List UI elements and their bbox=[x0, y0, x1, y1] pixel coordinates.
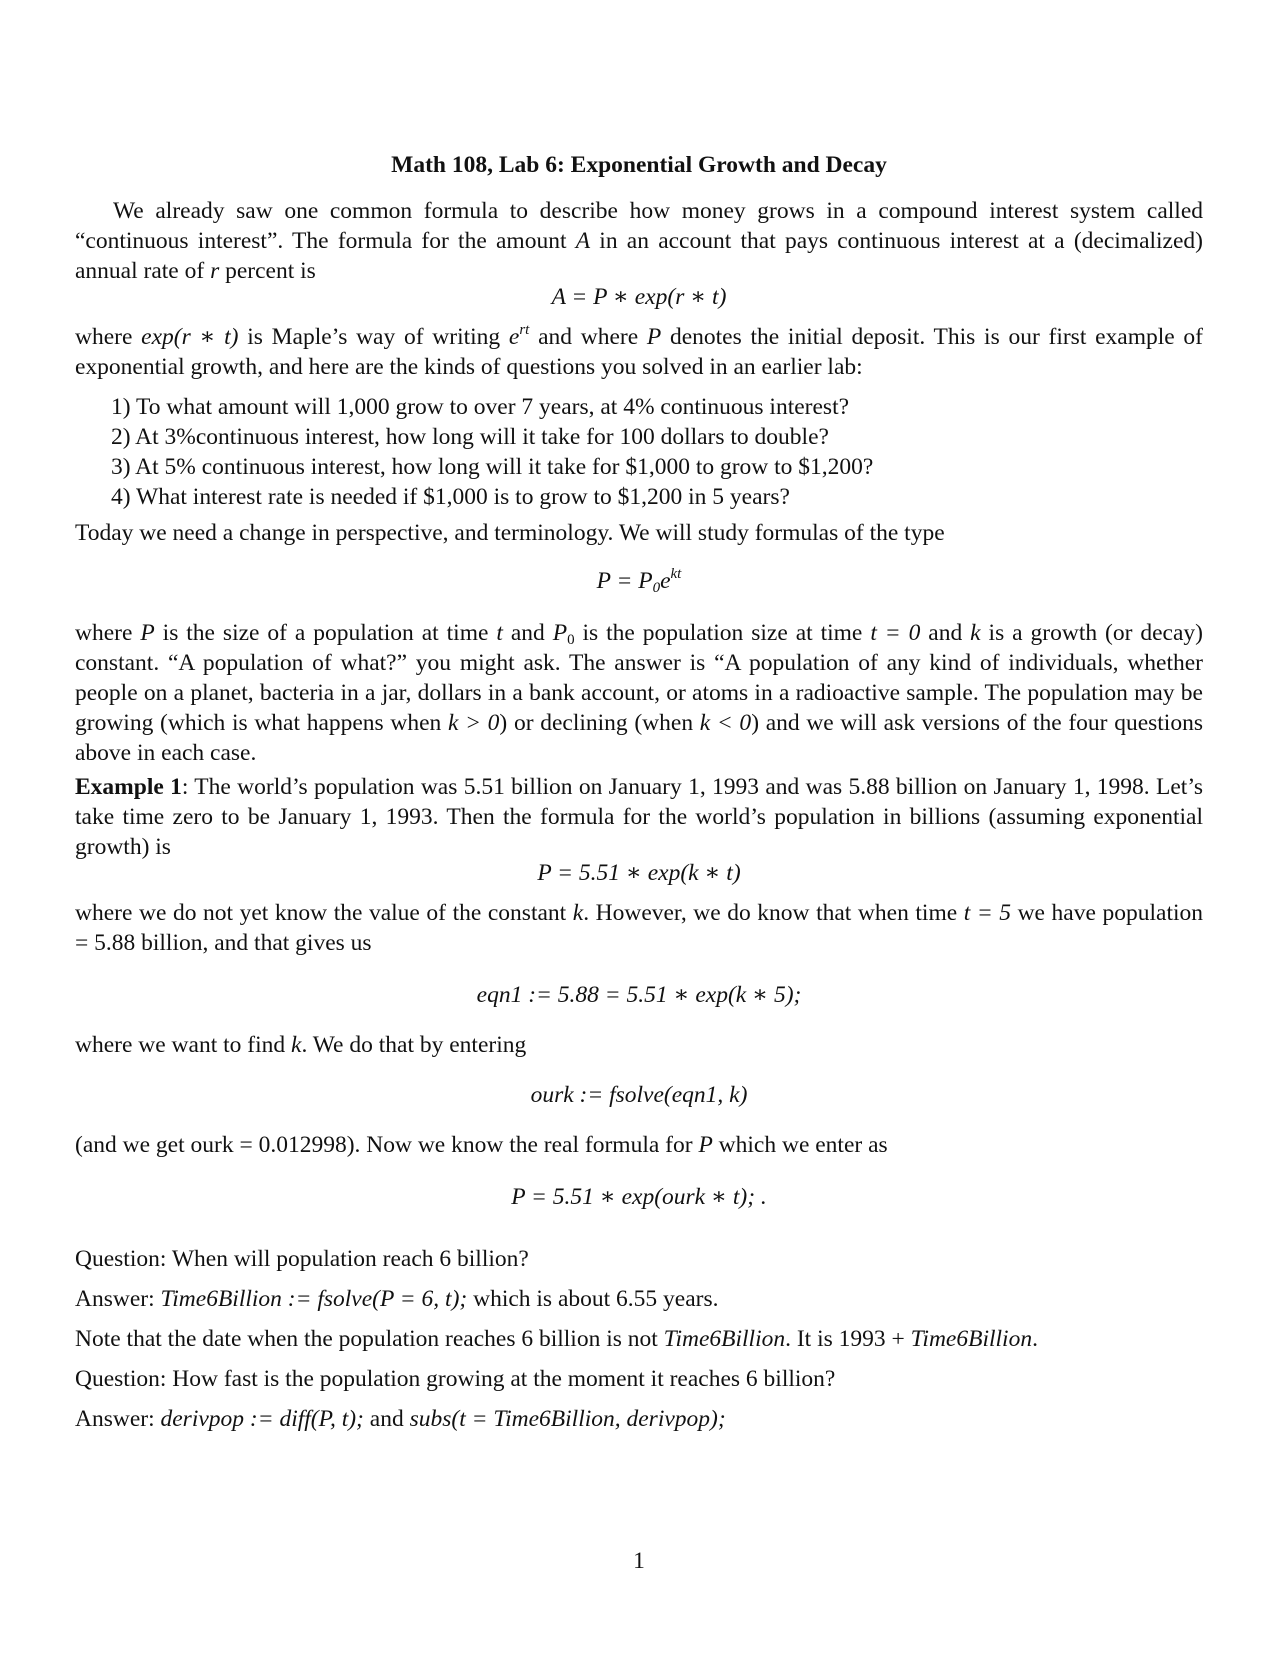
population-paragraph: where P is the size of a population at time t and $P_0$ is the population size at time t = 0 and k is a growth (or decay) constant. “A population of what?” you might ask. The answer is “A population of any kind of individuals, whether people on a planet, bacteria in a jar, dollars in a bank account, or atoms in a radioactive sample. The population may be growing (which is what happens when k > 0) or declining (when k < 0) and we will ask versions of the four questions above in each case. bbox=[75, 620, 1203, 766]
example1-label: Example 1 bbox=[75, 774, 182, 800]
find-k-paragraph: where we want to find k. We do that by entering bbox=[75, 1032, 527, 1058]
formula-eqn1: eqn1 := 5.88 = 5.51 ∗ exp(k ∗ 5); bbox=[476, 982, 802, 1008]
note-date: Note that the date when the population reaches 6 billion is not Time6Billion. It is 1993 + Time6Billion. bbox=[75, 1326, 1038, 1352]
page-number: 1 bbox=[633, 1548, 645, 1574]
example1-paragraph: Example 1: The world’s population was 5.51 billion on January 1, 1993 and was 5.88 billion on January 1, 1998. Let’s take time zero to be January 1, 1993. Then the formula for the world’s population in billions (assuming exponential growth) is bbox=[75, 774, 1203, 860]
exp-explanation-paragraph: where exp(r ∗ t) is Maple’s way of writing $e^{rt}$ and where P denotes the initial deposit. This is our first example of exponential growth, and here are the kinds of questions you solved in an earlier lab: bbox=[75, 322, 1203, 380]
formula-real-population: P = 5.51 ∗ exp(ourk ∗ t); . bbox=[511, 1184, 767, 1210]
formula-population: $P = P_0e^{kt}$ bbox=[596, 566, 682, 596]
list-item: 4) What interest rate is needed if $1,000 is to grow to $1,200 in 5 years? bbox=[111, 484, 790, 510]
answer-6-billion: Answer: Time6Billion := fsolve(P = 6, t); which is about 6.55 years. bbox=[75, 1286, 719, 1312]
ourk-paragraph: (and we get ourk = 0.012998). Now we know the real formula for P which we enter as bbox=[75, 1132, 888, 1158]
formula-continuous-interest: A = P ∗ exp(r ∗ t) bbox=[551, 284, 727, 310]
formula-fsolve: ourk := fsolve(eqn1, k) bbox=[530, 1082, 748, 1108]
answer-growth-rate: Answer: derivpop := diff(P, t); and subs(t = Time6Billion, derivpop); bbox=[75, 1406, 726, 1432]
intro-paragraph: We already saw one common formula to describe how money grows in a compound interest system called “continuous interest”. The formula for the amount A in an account that pays continuous interest at a (decimalized) annual rate of r percent is bbox=[75, 198, 1203, 284]
list-item: 2) At 3%continuous interest, how long will it take for 100 dollars to double? bbox=[111, 424, 829, 450]
questions-list bbox=[111, 392, 1161, 512]
page-title: Math 108, Lab 6: Exponential Growth and Decay bbox=[391, 152, 887, 178]
list-item: 3) At 5% continuous interest, how long will it take for $1,000 to grow to $1,200? bbox=[111, 454, 874, 480]
formula-world-population: P = 5.51 ∗ exp(k ∗ t) bbox=[537, 860, 741, 886]
constant-k-paragraph: where we do not yet know the value of the constant k. However, we do know that when time t = 5 we have population = 5.88 billion, and that gives us bbox=[75, 900, 1204, 956]
document-page bbox=[75, 0, 1203, 1656]
list-item: 1) To what amount will 1,000 grow to over 7 years, at 4% continuous interest? bbox=[111, 394, 850, 420]
question-6-billion: Question: When will population reach 6 billion? bbox=[75, 1246, 529, 1272]
today-paragraph: Today we need a change in perspective, and terminology. We will study formulas of the type bbox=[75, 520, 945, 546]
question-growth-rate: Question: How fast is the population growing at the moment it reaches 6 billion? bbox=[75, 1366, 836, 1392]
